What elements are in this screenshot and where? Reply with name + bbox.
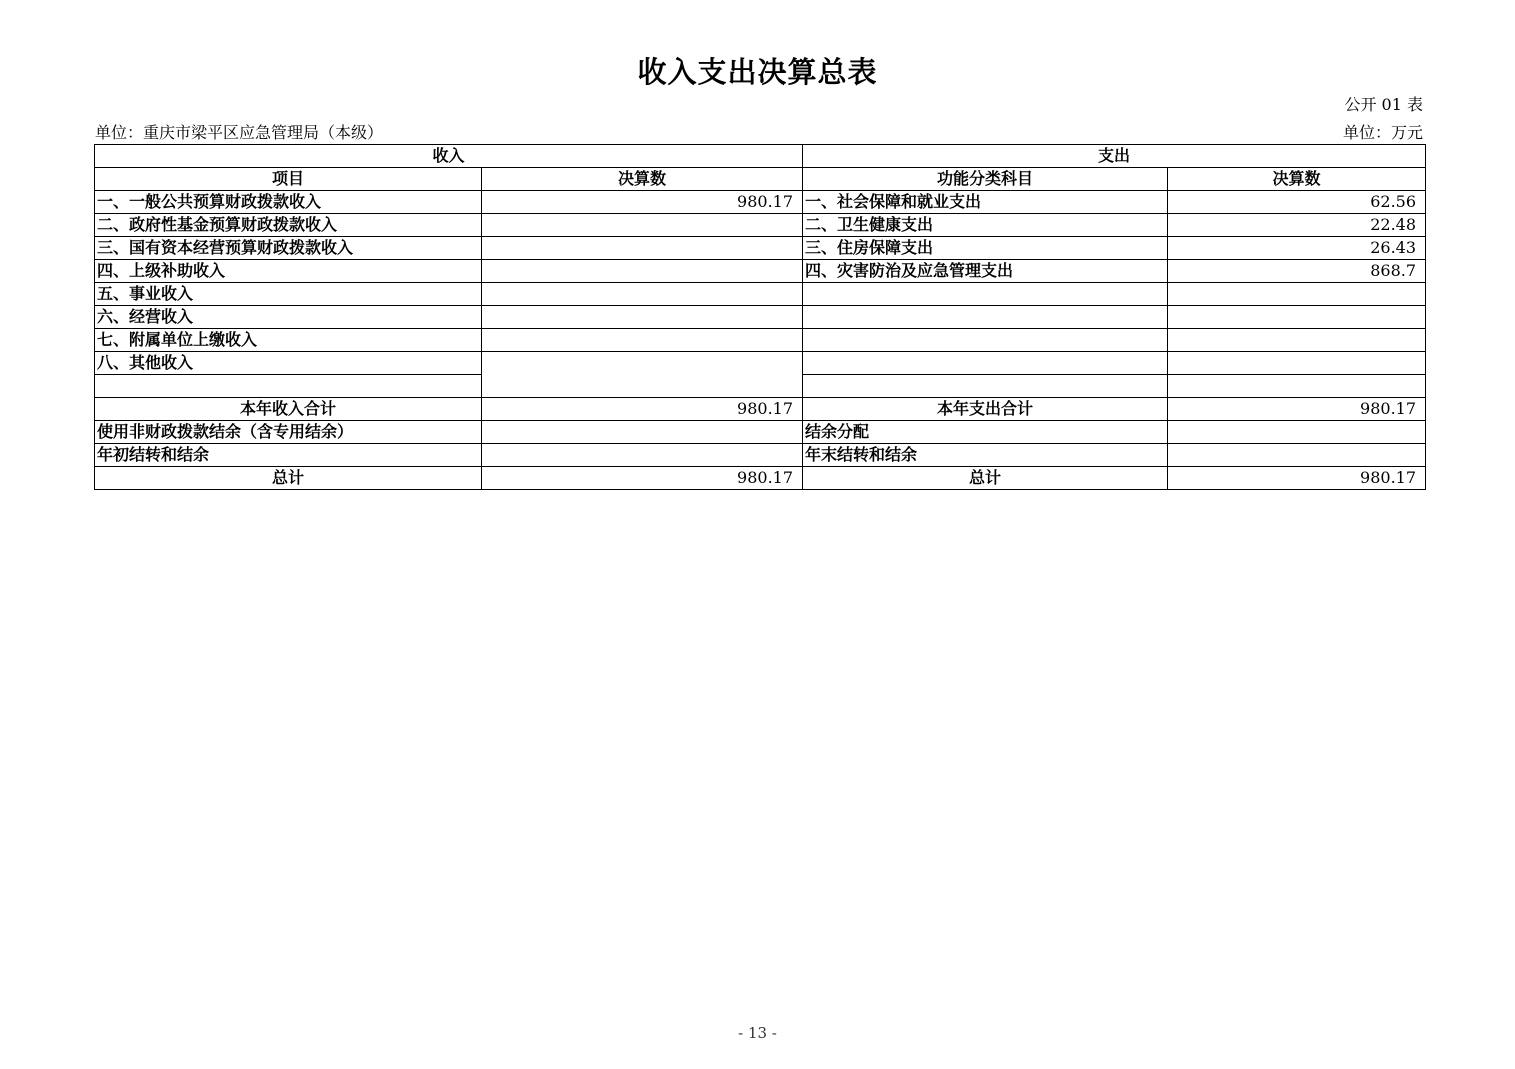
expense-value bbox=[1168, 352, 1426, 375]
income-item: 八、其他收入 bbox=[95, 352, 482, 375]
table-row bbox=[95, 214, 1426, 237]
table-row bbox=[95, 260, 1426, 283]
expense-value bbox=[1168, 329, 1426, 352]
column-header-amount-2: 决算数 bbox=[1168, 168, 1426, 191]
expense-value bbox=[1168, 306, 1426, 329]
column-header-amount: 决算数 bbox=[482, 168, 803, 191]
income-item: 二、政府性基金预算财政拨款收入 bbox=[95, 214, 482, 237]
column-header-row bbox=[95, 168, 1426, 191]
table-row bbox=[95, 306, 1426, 329]
income-total-value: 980.17 bbox=[482, 398, 803, 421]
expense-total-value: 980.17 bbox=[1168, 398, 1426, 421]
grand-expense-label: 总计 bbox=[803, 467, 1168, 490]
income-value: 980.17 bbox=[482, 191, 803, 214]
begin-balance-value bbox=[482, 444, 803, 467]
expense-total-label: 本年支出合计 bbox=[803, 398, 1168, 421]
table-row bbox=[95, 352, 1426, 375]
expense-section-header: 支出 bbox=[803, 145, 1426, 168]
expense-item: 二、卫生健康支出 bbox=[803, 214, 1168, 237]
expense-value: 22.48 bbox=[1168, 214, 1426, 237]
page-number: - 13 - bbox=[738, 1024, 777, 1042]
table-row bbox=[95, 237, 1426, 260]
unit-organization: 单位：重庆市梁平区应急管理局（本级） bbox=[95, 123, 384, 142]
income-total-label: 本年收入合计 bbox=[95, 398, 482, 421]
income-item: 一、一般公共预算财政拨款收入 bbox=[95, 191, 482, 214]
table-row bbox=[95, 191, 1426, 214]
income-item: 五、事业收入 bbox=[95, 283, 482, 306]
page-title: 收入支出决算总表 bbox=[637, 55, 878, 89]
income-item: 三、国有资本经营预算财政拨款收入 bbox=[95, 237, 482, 260]
unit-currency: 单位：万元 bbox=[1342, 123, 1423, 142]
grand-total-row bbox=[95, 467, 1426, 490]
expense-value: 868.7 bbox=[1168, 260, 1426, 283]
income-value bbox=[482, 352, 803, 398]
form-number: 公开 01 表 bbox=[1344, 95, 1423, 114]
expense-item: 三、住房保障支出 bbox=[803, 237, 1168, 260]
section-header-row bbox=[95, 145, 1426, 168]
grand-income-value: 980.17 bbox=[482, 467, 803, 490]
surplus-distribution-label: 结余分配 bbox=[803, 421, 1168, 444]
expense-item: 一、社会保障和就业支出 bbox=[803, 191, 1168, 214]
expense-item bbox=[803, 306, 1168, 329]
income-value bbox=[482, 306, 803, 329]
income-value bbox=[482, 283, 803, 306]
nonfiscal-row bbox=[95, 421, 1426, 444]
expense-item bbox=[803, 329, 1168, 352]
expense-item bbox=[803, 283, 1168, 306]
income-value bbox=[482, 329, 803, 352]
surplus-distribution-value bbox=[1168, 421, 1426, 444]
nonfiscal-label: 使用非财政拨款结余（含专用结余） bbox=[95, 421, 482, 444]
column-header-function: 功能分类科目 bbox=[803, 168, 1168, 191]
balance-row bbox=[95, 444, 1426, 467]
income-item: 七、附属单位上缴收入 bbox=[95, 329, 482, 352]
nonfiscal-value bbox=[482, 421, 803, 444]
expense-value: 26.43 bbox=[1168, 237, 1426, 260]
expense-value bbox=[1168, 375, 1426, 398]
expense-value bbox=[1168, 283, 1426, 306]
grand-income-label: 总计 bbox=[95, 467, 482, 490]
table-row bbox=[95, 329, 1426, 352]
table-row bbox=[95, 283, 1426, 306]
income-item: 六、经营收入 bbox=[95, 306, 482, 329]
income-expense-table bbox=[94, 144, 1426, 490]
end-balance-value bbox=[1168, 444, 1426, 467]
expense-value: 62.56 bbox=[1168, 191, 1426, 214]
income-item bbox=[95, 375, 482, 398]
income-value bbox=[482, 260, 803, 283]
expense-item bbox=[803, 352, 1168, 375]
expense-item: 四、灾害防治及应急管理支出 bbox=[803, 260, 1168, 283]
income-value bbox=[482, 214, 803, 237]
end-balance-label: 年末结转和结余 bbox=[803, 444, 1168, 467]
income-value bbox=[482, 237, 803, 260]
begin-balance-label: 年初结转和结余 bbox=[95, 444, 482, 467]
grand-expense-value: 980.17 bbox=[1168, 467, 1426, 490]
column-header-item: 项目 bbox=[95, 168, 482, 191]
annual-total-row bbox=[95, 398, 1426, 421]
expense-item bbox=[803, 375, 1168, 398]
income-section-header: 收入 bbox=[95, 145, 803, 168]
income-item: 四、上级补助收入 bbox=[95, 260, 482, 283]
